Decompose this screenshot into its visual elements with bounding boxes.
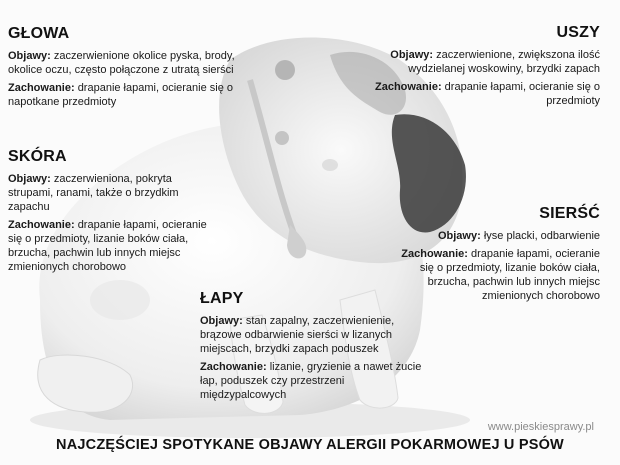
- section-lapy: [200, 290, 432, 406]
- symptoms-siersc: [400, 229, 600, 243]
- section-skora: [8, 148, 213, 278]
- behavior-label: Zachowanie:: [374, 81, 442, 93]
- behavior-text: drapanie łapami, ocieranie się o przedmioty, lizanie boków ciała, brzucha, pachwin lub innych miejsc zmienionych chorobowo: [419, 248, 600, 302]
- behavior-uszy: [370, 80, 600, 108]
- section-title-siersc: SIERŚĆ: [539, 205, 600, 222]
- website-url: www.pieskiesprawy.pl: [487, 421, 594, 433]
- section-glowa: [8, 25, 258, 113]
- behavior-text: drapanie łapami, ocieranie się o przedmioty, lizanie boków ciała, brzucha, pachwin lub innych miejsc zmienionych chorobowo: [8, 219, 207, 273]
- symptoms-text: stan zapalny, zaczerwienienie, brązowe odbarwienie sierści w lizanych miejscach, brzydki zapach poduszek: [200, 315, 395, 355]
- symptoms-label: Objawy:: [8, 173, 51, 185]
- symptoms-glowa: [8, 49, 258, 77]
- section-title-lapy: ŁAPY: [200, 290, 244, 307]
- behavior-text: drapanie łapami, ocieranie się o napotkane przedmioty: [8, 82, 234, 108]
- section-title-glowa: GŁOWA: [8, 25, 70, 42]
- symptoms-text: zaczerwieniona, pokryta strupami, ranami, także o brzydkim zapachu: [8, 173, 179, 213]
- symptoms-skora: [8, 172, 213, 214]
- section-title-skora: SKÓRA: [8, 148, 67, 165]
- symptoms-label: Objawy:: [390, 49, 434, 61]
- behavior-glowa: [8, 81, 258, 109]
- section-uszy: [370, 24, 600, 112]
- symptoms-uszy: [370, 48, 600, 76]
- footer-title: NAJCZĘŚCIEJ SPOTYKANE OBJAWY ALERGII POKARMOWEJ U PSÓW: [56, 437, 564, 453]
- behavior-text: drapanie łapami, ocieranie się o przedmioty: [444, 81, 600, 107]
- behavior-skora: [8, 218, 213, 274]
- behavior-label: Zachowanie:: [200, 361, 267, 373]
- section-siersc: [400, 205, 600, 307]
- behavior-text: lizanie, gryzienie a nawet żucie łap, poduszek czy przestrzeni międzypalcowych: [200, 361, 422, 401]
- behavior-siersc: [400, 247, 600, 303]
- symptoms-label: Objawy:: [200, 315, 243, 327]
- section-title-uszy: USZY: [556, 24, 600, 41]
- behavior-label: Zachowanie:: [8, 219, 75, 231]
- symptoms-label: Objawy:: [437, 230, 481, 242]
- symptoms-text: łyse placki, odbarwienie: [483, 230, 600, 242]
- behavior-label: Zachowanie:: [401, 248, 468, 260]
- symptoms-label: Objawy:: [8, 50, 51, 62]
- behavior-lapy: [200, 360, 432, 402]
- symptoms-text: zaczerwienione okolice pyska, brody, okolice oczu, często połączone z utratą sierści: [8, 50, 235, 76]
- symptoms-lapy: [200, 314, 432, 356]
- symptoms-text: zaczerwienione, zwiększona ilość wydzielanej woskowiny, brzydki zapach: [408, 49, 600, 75]
- behavior-label: Zachowanie:: [8, 82, 75, 94]
